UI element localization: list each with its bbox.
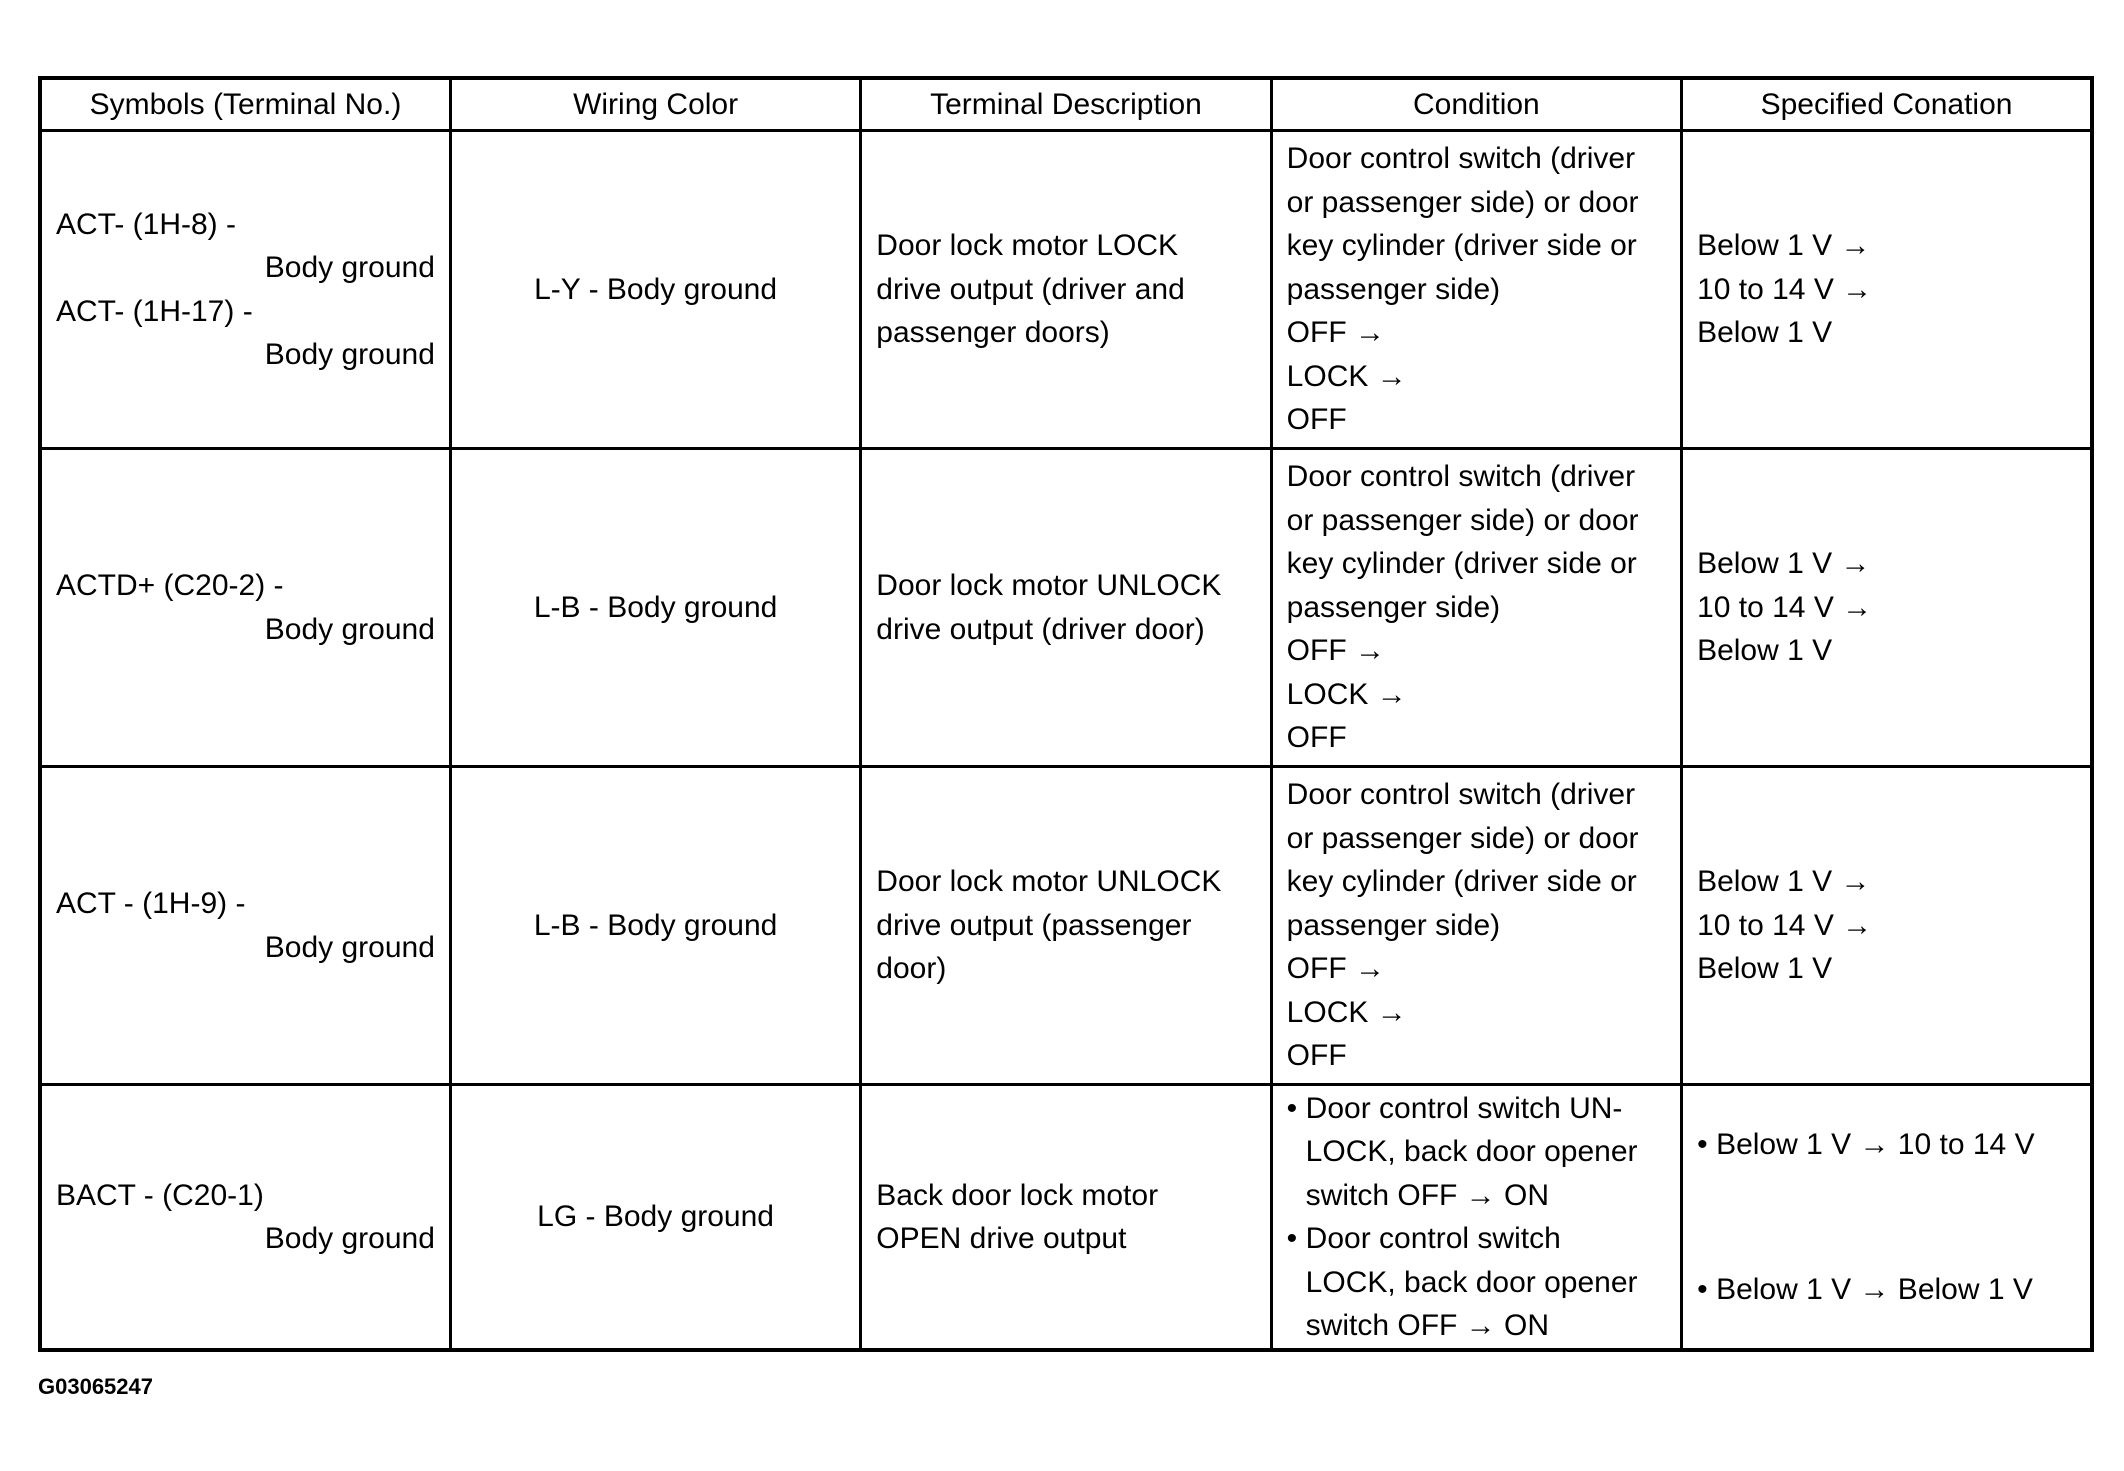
header-wiring-color: Wiring Color [450,78,860,131]
specified-line: Below 1 V → 10 to 14 V [1716,1128,2035,1161]
condition-line: key cylinder (driver side or [1286,547,1637,581]
terminal-inspection-table [38,76,2094,1352]
specified-condition-cell [1682,1085,2092,1351]
condition-line: key cylinder (driver side or [1286,865,1637,899]
bullet-icon: • [1697,1272,1708,1306]
condition-line: Door control switch UN- [1305,1091,1623,1125]
description-cell [861,1085,1271,1351]
terminal-symbol: ACTD+ (C20-2) - [56,569,284,602]
header-condition: Condition [1271,78,1681,131]
specified-bullet-item [1697,1123,2076,1167]
description-line: drive output (passenger [876,908,1192,942]
ground-label: Body ground [264,251,435,284]
table-row [40,1085,2092,1351]
condition-line: OFF [1286,721,1347,755]
condition-line: OFF → [1286,316,1385,350]
condition-line: LOCK → [1286,359,1407,393]
description-line: Door lock motor UNLOCK [876,569,1222,602]
condition-line: passenger side) [1286,908,1501,942]
description-line: Door lock motor UNLOCK [876,865,1222,899]
condition-line: Door control switch (driver [1286,778,1636,812]
header-terminal-description: Terminal Description [861,78,1271,131]
wiring-color-cell: L-B - Body ground [450,449,860,767]
specified-line: 10 to 14 V → [1697,908,1873,942]
condition-line: LOCK, back door opener [1305,1265,1638,1299]
specified-bullet-item [1697,1268,2076,1312]
condition-line: or passenger side) or door [1286,821,1639,855]
specified-bullet-list [1697,1123,2076,1311]
condition-cell [1271,1085,1681,1351]
table-row [40,767,2092,1085]
description-line: drive output (driver and [876,272,1185,306]
condition-line: OFF [1286,403,1347,437]
ground-label: Body ground [264,1222,435,1255]
table-row [40,449,2092,767]
condition-line: Door control switch (driver [1286,142,1636,176]
condition-line: LOCK, back door opener [1305,1135,1638,1168]
condition-line: passenger side) [1286,590,1501,624]
description-line: Back door lock motor [876,1178,1159,1212]
condition-bullet-item [1287,1087,1666,1218]
header-row [40,78,2092,131]
condition-cell [1271,767,1681,1085]
terminal-symbol: ACT- (1H-8) - [56,207,236,241]
specified-line: Below 1 V [1697,316,1833,350]
description-cell [861,767,1271,1085]
header-specified-condition: Specified Conation [1682,78,2092,131]
condition-line: switch OFF → ON [1305,1309,1550,1342]
specified-condition-cell [1682,767,2092,1085]
specified-line: Below 1 V → [1697,865,1871,899]
description-line: drive output (driver door) [876,612,1205,646]
description-line: OPEN drive output [876,1222,1127,1255]
description-cell [861,449,1271,767]
symbols-cell [40,449,450,767]
specified-line: Below 1 V [1697,634,1833,668]
condition-line: key cylinder (driver side or [1286,229,1637,263]
condition-line: passenger side) [1286,272,1501,306]
ground-label: Body ground [264,612,435,646]
symbols-cell [40,131,450,449]
table-row [40,131,2092,449]
ground-label: Body ground [264,338,435,371]
wiring-color-cell: LG - Body ground [450,1085,860,1351]
terminal-symbol: ACT - (1H-9) - [56,887,246,920]
condition-bullet-item [1287,1217,1666,1348]
condition-line: Door control switch (driver [1286,460,1636,494]
specified-line: 10 to 14 V → [1697,590,1873,624]
condition-line: OFF [1286,1039,1347,1073]
specified-line: Below 1 V → [1697,547,1871,581]
condition-line: or passenger side) or door [1286,185,1639,219]
specified-line: Below 1 V → [1697,229,1871,263]
specified-condition-cell [1682,449,2092,767]
description-line: door) [876,952,947,986]
terminal-symbol: ACT- (1H-17) - [56,294,253,328]
ground-label: Body ground [264,930,435,964]
terminal-symbol: BACT - (C20-1) [56,1178,264,1212]
condition-line: Door control switch [1305,1222,1561,1255]
specified-line: Below 1 V [1697,952,1833,986]
bullet-icon: • [1697,1128,1708,1161]
figure-code: G03065247 [38,1374,153,1399]
condition-line: LOCK → [1286,677,1407,711]
condition-line: OFF → [1286,952,1385,986]
wiring-color-cell: L-B - Body ground [450,767,860,1085]
description-line: Door lock motor LOCK [876,229,1179,263]
specified-condition-cell [1682,131,2092,449]
description-line: passenger doors) [876,316,1110,350]
wiring-color-cell: L-Y - Body ground [450,131,860,449]
condition-cell [1271,131,1681,449]
condition-cell [1271,449,1681,767]
symbols-cell [40,767,450,1085]
specified-line: 10 to 14 V → [1697,272,1873,306]
condition-line: switch OFF → ON [1305,1178,1550,1212]
condition-line: or passenger side) or door [1286,503,1639,537]
specified-line: Below 1 V → Below 1 V [1716,1272,2033,1306]
condition-line: OFF → [1286,634,1385,668]
header-symbols: Symbols (Terminal No.) [40,78,450,131]
symbols-cell [40,1085,450,1351]
condition-line: LOCK → [1286,995,1407,1029]
description-cell [861,131,1271,449]
bullet-icon: • [1286,1091,1298,1125]
bullet-icon: • [1286,1222,1298,1255]
